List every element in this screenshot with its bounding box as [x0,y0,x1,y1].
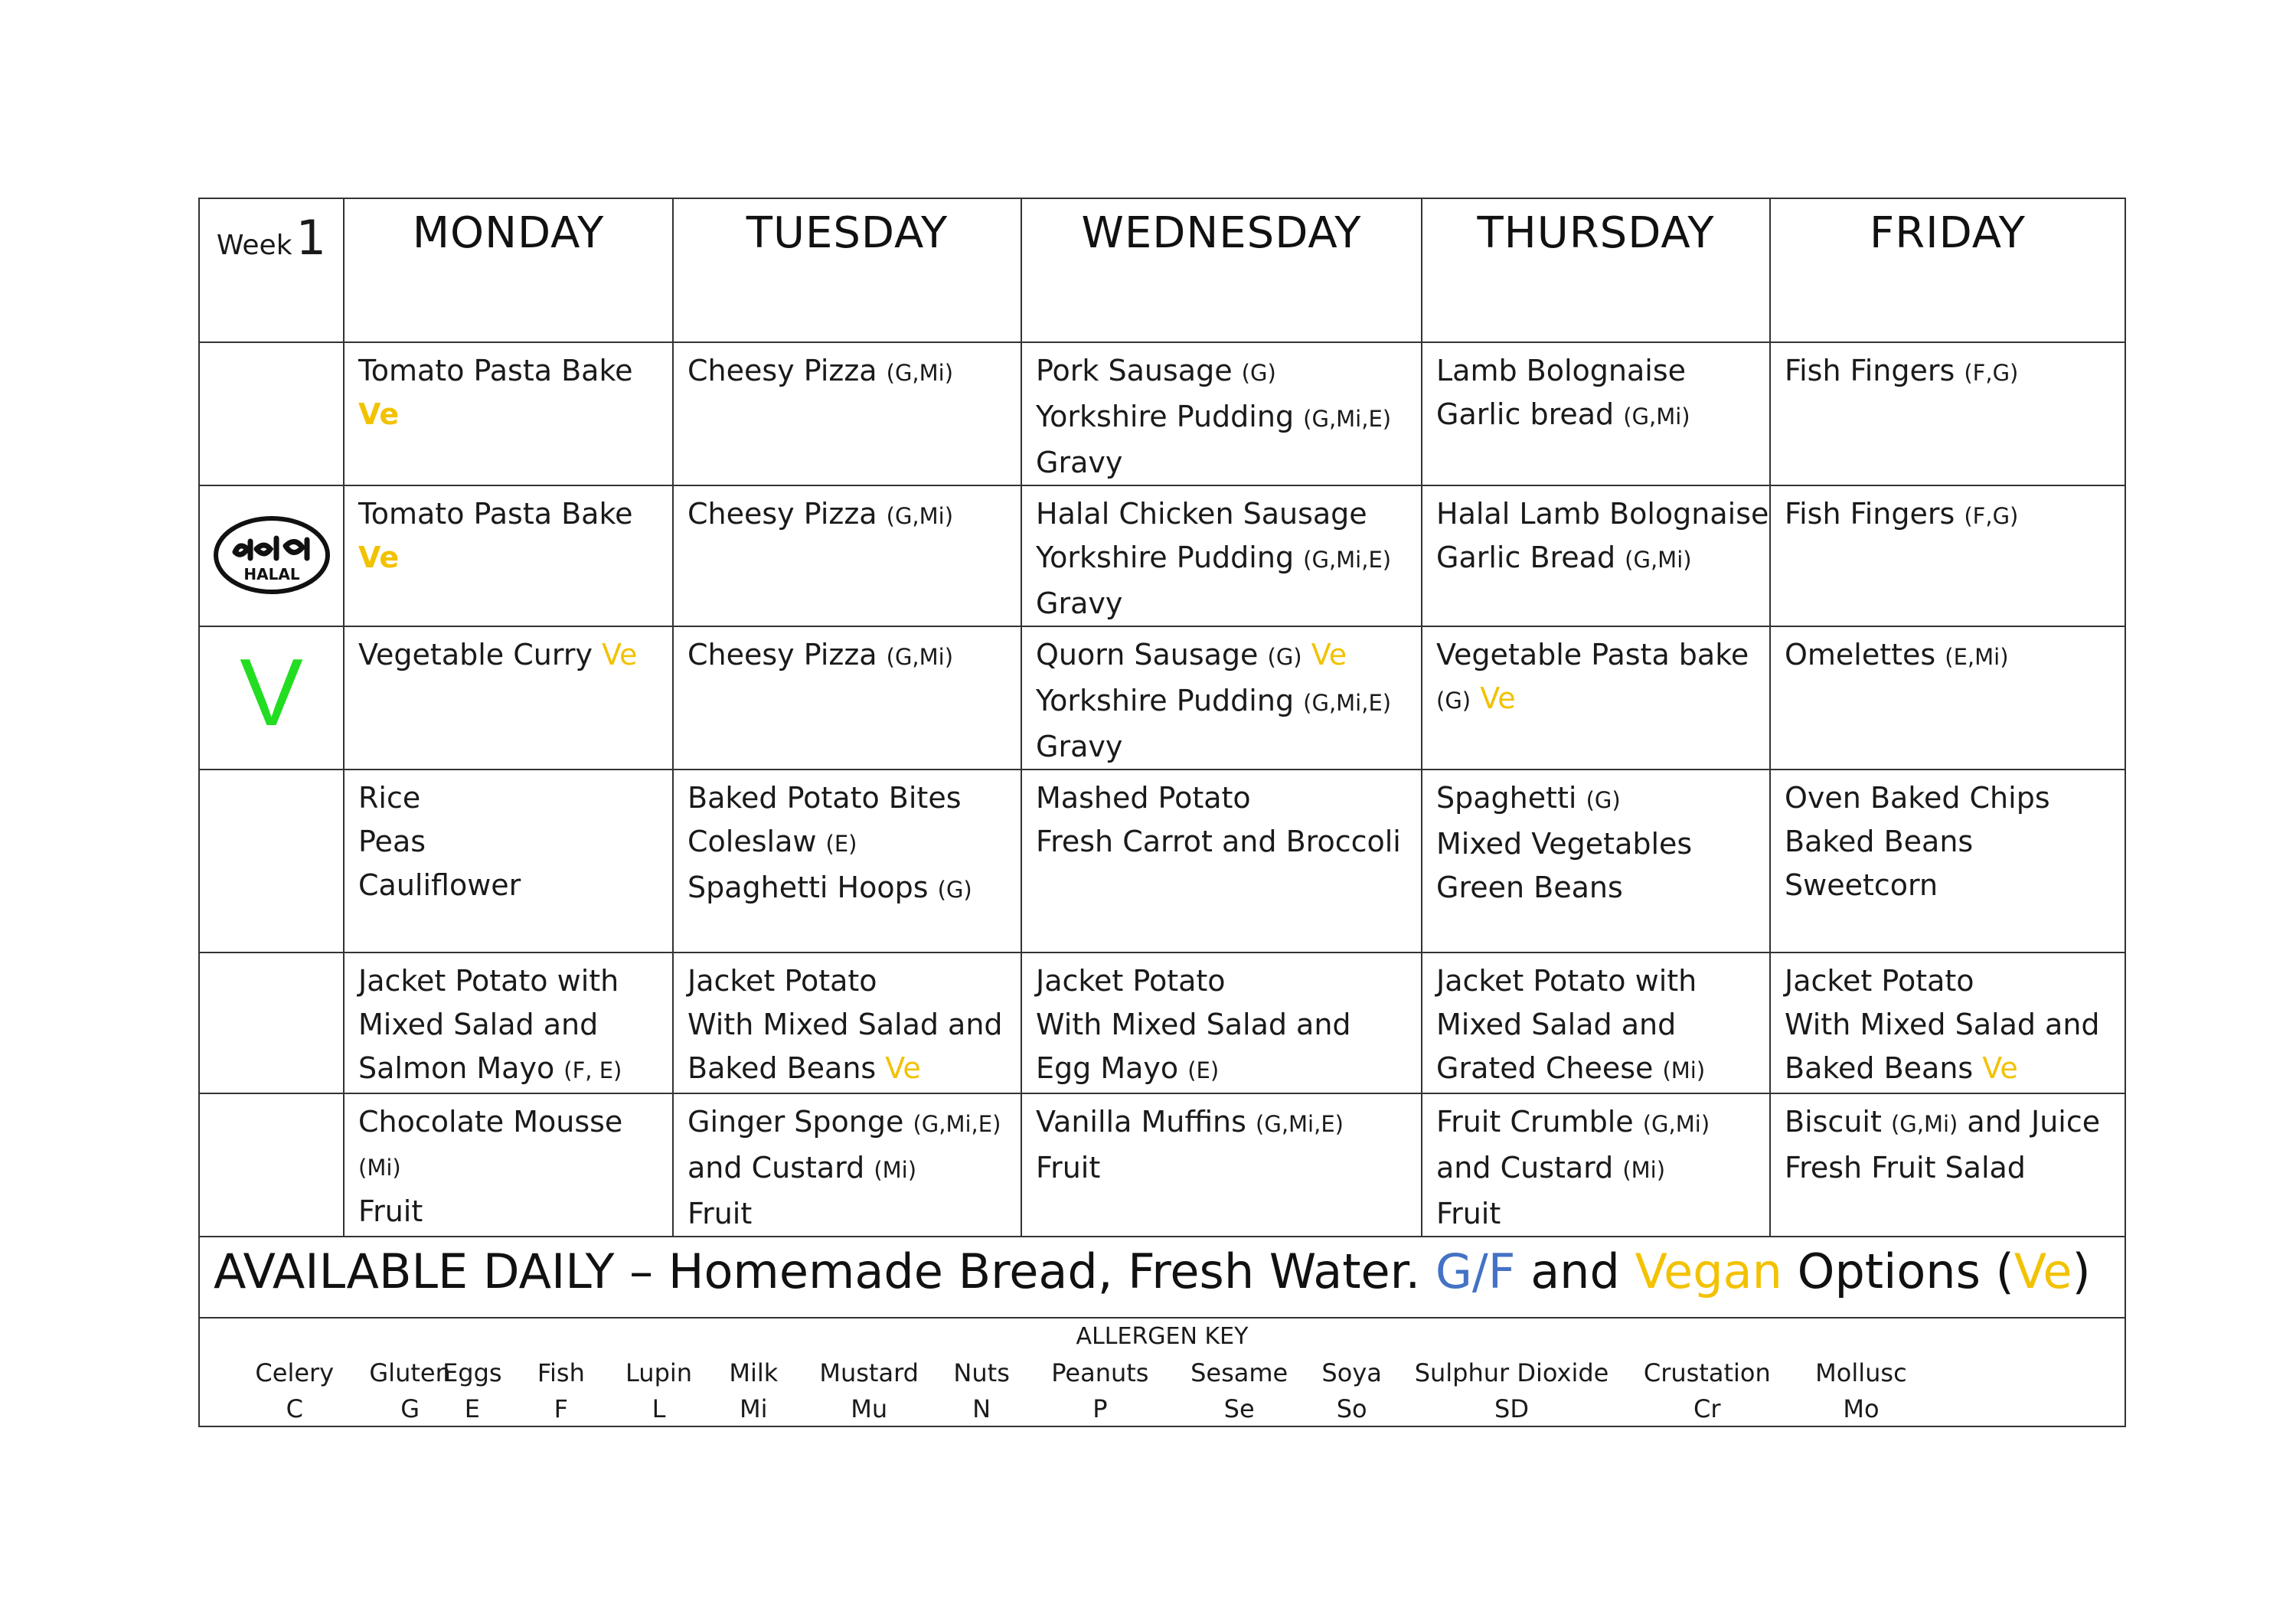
allergen-key-item [625,1355,692,1427]
menu-item [1436,677,1769,723]
menu-cell-thursday [1422,953,1770,1093]
menu-item [358,864,672,907]
week-number: 1 [296,210,327,266]
menu-item [358,776,672,820]
dish-name: Spaghetti Hoops [687,871,938,904]
menu-cell-wednesday [1021,626,1422,770]
allergen-code: P [1092,1394,1108,1423]
allergen-key-item [1051,1355,1148,1427]
dish-name: Baked Potato Bites [687,781,962,815]
allergen-name: Lupin [625,1358,693,1387]
allergen-codes: (F,G) [1964,503,2019,529]
menu-item [358,959,672,1003]
day-header-friday: FRIDAY [1770,198,2125,342]
menu-item [1785,1047,2125,1090]
allergen-code: Mu [851,1394,888,1423]
dish-name: Grated Cheese [1436,1051,1663,1085]
dish-name: Yorkshire Pudding [1036,400,1304,433]
row-label-cell [199,1093,344,1237]
allergen-name: Sesame [1190,1358,1288,1387]
dish-name: With Mixed Salad and [1036,1008,1351,1041]
header-row [199,198,2125,342]
menu-item [1036,725,1421,769]
menu-cell-wednesday [1021,1093,1422,1237]
allergen-codes: (Mi) [1662,1057,1706,1083]
menu-cell-thursday [1422,770,1770,953]
menu-item [1785,349,2125,395]
dish-name: Chocolate Mousse [358,1105,623,1139]
allergen-key-item [369,1355,450,1427]
allergen-name: Milk [729,1358,779,1387]
allergen-name: Crustation [1643,1358,1771,1387]
dish-name: Vegetable Curry [358,638,603,671]
menu-cell-tuesday [673,770,1021,953]
dish-name: Green Beans [1436,871,1623,904]
vegan-tag: Ve [1982,1051,2018,1085]
menu-cell-tuesday [673,342,1021,485]
menu-item [1036,633,1421,679]
menu-cell-friday [1770,953,2125,1093]
dish-name: and Custard [1436,1151,1623,1185]
menu-cell-friday [1770,342,2125,485]
dish-name: Oven Baked Chips [1785,781,2050,815]
menu-item [1036,349,1421,395]
menu-item [687,1146,1021,1192]
day-header-thursday: THURSDAY [1422,198,1770,342]
allergen-codes: (G,Mi,E) [1303,547,1392,573]
dish-name: Tomato Pasta Bake [358,354,633,387]
menu-item [358,1144,672,1190]
menu-item [687,959,1021,1003]
menu-cell-friday [1770,626,2125,770]
allergen-name: Gluten [369,1358,451,1387]
menu-item [687,820,1021,866]
menu-cell-friday [1770,485,2125,626]
allergen-codes: (G,Mi,E) [1303,690,1392,716]
dish-name: Baked Beans [1785,825,1974,858]
menu-item [687,776,1021,820]
allergen-key-item [1190,1355,1288,1427]
row-label-cell [199,770,344,953]
menu-item [358,349,672,393]
dish-name: Mixed Salad and [1436,1008,1677,1041]
allergen-codes: (G,Mi) [1890,1111,1958,1137]
day-header-monday: MONDAY [344,198,673,342]
dish-name: Halal Lamb Bolognaise [1436,497,1769,531]
allergen-code: N [972,1394,991,1423]
allergen-key-item [1815,1355,1907,1427]
menu-cell-thursday [1422,626,1770,770]
dish-name: Halal Chicken Sausage [1036,497,1367,531]
menu-item [358,633,672,677]
menu-item [1036,582,1421,626]
row-label-cell [199,626,344,770]
menu-item [687,1100,1021,1146]
menu-cell-tuesday [673,626,1021,770]
allergen-name: Mollusc [1815,1358,1907,1387]
menu-item [1036,820,1421,864]
dish-name: Lamb Bolognaise [1436,354,1687,387]
dish-name: Vegetable Pasta bake [1436,638,1749,671]
allergen-codes: (Mi) [1622,1157,1666,1183]
allergen-key-item [1415,1355,1609,1427]
allergen-code: E [464,1394,480,1423]
menu-item [1036,441,1421,485]
available-daily-cell [199,1237,2125,1318]
dish-name: Sweetcorn [1785,868,1938,902]
dish-name: Pork Sausage [1036,354,1242,387]
dish-name: Jacket Potato with [358,964,619,998]
dish-name: and Custard [687,1151,874,1185]
allergen-code: Se [1223,1394,1255,1423]
vegan-tag: Ve [885,1051,921,1085]
allergen-key-item [443,1355,502,1427]
daily-options: Options ( [1782,1243,2014,1299]
menu-item [1036,492,1421,536]
menu-item [687,349,1021,395]
weekly-menu-table [198,198,2126,1427]
menu-item [1036,1100,1421,1146]
menu-item [687,1047,1021,1090]
allergen-codes: (G,Mi) [1623,404,1690,430]
dish-name: Gravy [1036,730,1123,763]
menu-item [1436,492,1769,536]
vegan-tag: Ve [358,541,400,574]
allergen-code: G [400,1394,420,1423]
menu-item [1785,820,2125,864]
allergen-code: L [652,1394,666,1423]
allergen-codes: (G) [1436,688,1471,714]
dish-name: Fresh Carrot and Broccoli [1036,825,1401,858]
menu-item [1785,492,2125,538]
dish-name: Egg Mayo [1036,1051,1188,1085]
menu-item [1036,1047,1421,1093]
dish-name: Jacket Potato [1785,964,1974,998]
footer-body [199,1237,2125,1426]
menu-item [1785,1100,2125,1146]
allergen-key-title: ALLERGEN KEY [1076,1323,1249,1350]
allergen-name: Nuts [953,1358,1010,1387]
dish-name: Fruit [1036,1151,1101,1185]
allergen-key-cell [199,1318,2125,1426]
row-label-cell [199,342,344,485]
allergen-codes: (G,Mi) [886,644,954,670]
allergen-codes: (F,G) [1964,360,2019,386]
dish-name: Jacket Potato [687,964,877,998]
menu-item [1436,1146,1769,1192]
dish-name: Fresh Fruit Salad [1785,1151,2026,1185]
dish-name: Vanilla Muffins [1036,1105,1256,1139]
dish-name: Salmon Mayo [358,1051,564,1085]
menu-cell-monday [344,626,673,770]
dish-name: Cheesy Pizza [687,497,887,531]
vegetarian-row [199,626,2125,770]
allergen-name: Sulphur Dioxide [1414,1358,1609,1387]
allergen-key-item [729,1355,778,1427]
menu-item [1436,349,1769,393]
menu-item [1436,776,1769,822]
vegan-tag: Ve [358,397,400,431]
dish-name: Garlic Bread [1436,541,1625,574]
dish-name: With Mixed Salad and [1785,1008,2100,1041]
menu-cell-monday [344,770,673,953]
dish-name: Coleslaw [687,825,826,858]
allergen-key-item [953,1355,1009,1427]
menu-item [1436,822,1769,866]
day-header-tuesday: TUESDAY [673,198,1021,342]
allergen-name: Celery [255,1358,335,1387]
allergen-name: Soya [1321,1358,1382,1387]
daily-prefix: AVAILABLE DAILY – Homemade Bread, Fresh Water. [214,1243,1435,1299]
allergen-codes: (G) [937,877,972,903]
menu-item [1036,1003,1421,1047]
allergen-code: Mi [740,1394,768,1423]
allergen-name: Mustard [819,1358,919,1387]
jacket-potato-row [199,953,2125,1093]
week-label: Week [216,230,292,261]
allergen-codes: (Mi) [358,1155,401,1181]
menu-cell-thursday [1422,342,1770,485]
menu-item [1436,1100,1769,1146]
dish-name: Baked Beans [1785,1051,1983,1085]
dish-name: Gravy [1036,587,1123,620]
vegan-tag: Ve [1480,681,1516,715]
menu-item [358,492,672,536]
menu-cell-monday [344,953,673,1093]
allergen-name: Peanuts [1051,1358,1149,1387]
menu-item [1785,776,2125,820]
menu-item [1036,1146,1421,1190]
menu-item [1785,864,2125,907]
gluten-free-label: G/F [1435,1243,1516,1299]
menu-item [1036,679,1421,725]
menu-item [358,1190,672,1234]
menu-item [358,1100,672,1144]
menu-item [1436,1192,1769,1236]
allergen-codes: (G,Mi,E) [913,1111,1001,1137]
allergen-key-item [1644,1355,1771,1427]
menu-item [358,536,672,580]
allergen-code: SD [1494,1394,1529,1423]
sides-row [199,770,2125,953]
menu-cell-wednesday [1021,953,1422,1093]
dish-name: With Mixed Salad and [687,1008,1003,1041]
menu-cell-tuesday [673,485,1021,626]
menu-cell-monday [344,1093,673,1237]
dish-name: Baked Beans [687,1051,886,1085]
menu-item [1036,776,1421,820]
week-cell [199,198,344,342]
allergen-codes: (G) [1241,360,1276,386]
allergen-code: C [286,1394,303,1423]
dish-name: Omelettes [1785,638,1945,671]
menu-item [358,393,672,436]
day-header-wednesday: WEDNESDAY [1021,198,1422,342]
vegan-tag: Ve [602,638,638,671]
menu-item [1436,1047,1769,1093]
allergen-codes: (G) [1586,787,1621,813]
allergen-key-row [199,1318,2125,1426]
menu-item [1436,393,1769,439]
menu-item [1436,633,1769,677]
dish-name: Tomato Pasta Bake [358,497,633,531]
allergen-codes: (G,Mi,E) [1256,1111,1344,1137]
allergen-key-item [537,1355,585,1427]
vegan-label: Vegan [1635,1243,1782,1299]
allergen-name: Fish [537,1358,585,1387]
dish-name: Peas [358,825,426,858]
dish-name: Mixed Vegetables [1436,827,1693,861]
menu-cell-tuesday [673,1093,1021,1237]
dish-name: Cheesy Pizza [687,638,887,671]
menu-cell-monday [344,485,673,626]
dish-name: Fish Fingers [1785,354,1965,387]
menu-cell-wednesday [1021,342,1422,485]
menu-item [687,633,1021,679]
menu-item [1785,1146,2125,1190]
menu-item [1436,536,1769,582]
dish-name: Yorkshire Pudding [1036,684,1304,717]
allergen-code: Cr [1693,1394,1721,1423]
menu-item [687,1003,1021,1047]
dish-name: Spaghetti [1436,781,1586,815]
dish-name: Fruit [358,1194,423,1228]
row-label-cell [199,953,344,1093]
dish-name: Jacket Potato with [1436,964,1697,998]
dessert-row [199,1093,2125,1237]
menu-item [1436,959,1769,1003]
allergen-key-item [1321,1355,1381,1427]
menu-item [1785,633,2125,679]
allergen-code: Mo [1843,1394,1880,1423]
dish-name: Fruit Crumble [1436,1105,1643,1139]
main-row [199,342,2125,485]
menu-cell-monday [344,342,673,485]
menu-item [1036,959,1421,1003]
dish-name: Mixed Salad and [358,1008,599,1041]
menu-item [1436,866,1769,910]
allergen-codes: (G,Mi) [1625,547,1692,573]
menu-body [199,198,2125,1237]
halal-logo-icon [212,515,331,595]
menu-item [358,1047,672,1093]
allergen-name: Eggs [443,1358,502,1387]
dish-name: Gravy [1036,446,1123,479]
vegetarian-v-icon: V [240,640,303,746]
allergen-codes: (E) [825,831,857,857]
allergen-codes: (G,Mi,E) [1303,406,1392,432]
allergen-code: So [1336,1394,1367,1423]
allergen-code: F [554,1394,569,1423]
menu-item [1436,1003,1769,1047]
daily-close: ) [2072,1243,2091,1299]
menu-cell-wednesday [1021,485,1422,626]
vegan-tag: Ve [1311,638,1347,671]
dish-name-suffix: and Juice [1958,1105,2101,1139]
allergen-codes: (G) [1267,644,1302,670]
vegan-code: Ve [2013,1243,2072,1299]
dish-name: Fruit [1436,1197,1501,1230]
dish-name: Cheesy Pizza [687,354,887,387]
menu-item [1036,536,1421,582]
menu-cell-friday [1770,1093,2125,1237]
menu-item [358,1003,672,1047]
dish-name: Rice [358,781,421,815]
dish-name: Garlic bread [1436,397,1624,431]
allergen-codes: (F, E) [563,1057,622,1083]
menu-cell-thursday [1422,485,1770,626]
dish-name: Ginger Sponge [687,1105,913,1139]
menu-item [1785,1003,2125,1047]
halal-row [199,485,2125,626]
menu-cell-wednesday [1021,770,1422,953]
dish-name: Fish Fingers [1785,497,1965,531]
menu-item [687,866,1021,912]
daily-and: and [1515,1243,1635,1299]
allergen-codes: (E,Mi) [1945,644,2009,670]
allergen-codes: (Mi) [874,1157,917,1183]
menu-item [1036,395,1421,441]
dish-name: Mashed Potato [1036,781,1251,815]
dish-name: Cauliflower [358,868,521,902]
dish-name: Quorn Sausage [1036,638,1268,671]
dish-name: Fruit [687,1197,753,1230]
dish-name: Yorkshire Pudding [1036,541,1304,574]
menu-item [687,492,1021,538]
menu-cell-friday [1770,770,2125,953]
available-daily-row [199,1237,2125,1318]
menu-cell-thursday [1422,1093,1770,1237]
dish-name: Biscuit [1785,1105,1891,1139]
halal-logo-text: HALAL [243,565,300,583]
menu-item [1785,959,2125,1003]
allergen-codes: (G,Mi) [886,360,954,386]
allergen-codes: (E) [1187,1057,1220,1083]
allergen-codes: (G,Mi) [886,503,954,529]
allergen-key-item [255,1355,334,1427]
row-label-cell [199,485,344,626]
allergen-key-item [819,1355,919,1427]
menu-cell-tuesday [673,953,1021,1093]
menu-item [358,820,672,864]
menu-item [687,1192,1021,1236]
dish-name: Jacket Potato [1036,964,1226,998]
allergen-codes: (G,Mi) [1642,1111,1710,1137]
